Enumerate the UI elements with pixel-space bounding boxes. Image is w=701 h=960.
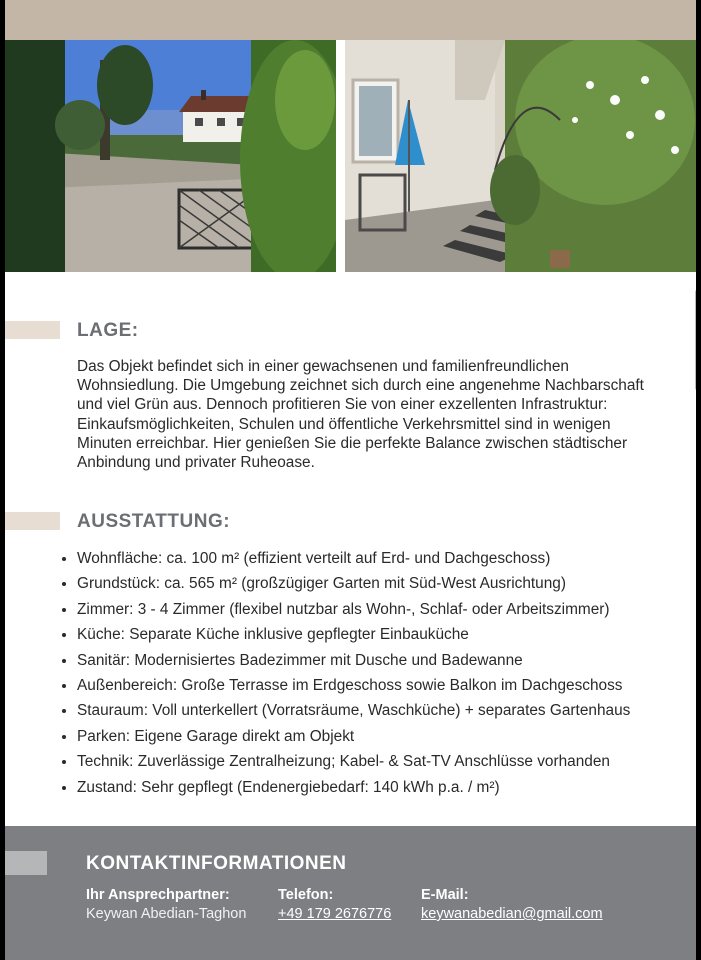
ausstattung-heading: AUSSTATTUNG: xyxy=(77,511,231,532)
street-house-photo xyxy=(5,40,336,272)
email-link[interactable]: keywanabedian@gmail.com xyxy=(421,906,603,922)
ausstattung-accent-bar xyxy=(5,512,60,530)
top-color-band xyxy=(5,0,696,40)
scrollbar[interactable] xyxy=(695,290,696,390)
contact-heading: KONTAKTINFORMATIONEN xyxy=(86,853,347,874)
lage-description: Das Objekt befindet sich in einer gewachsenen und familienfreundlichen Wohnsiedlung. Die Umgebung zeichnet sich durch eine angenehme Nachbarschaft und viel Grün aus. Dennoch profitieren Sie von einer exzellenten Infrastruktur: Einkaufsmöglichkeiten, Schulen und öffentliche Verkehrsmittel sind in wenigen Minuten erreichbar. Hier genießen Sie die perfekte Balance zwischen städtischer Anbindung und privater Ruheoase. xyxy=(77,358,644,472)
list-item: • Technik: Zuverlässige Zentralheizung; Kabel- & Sat-TV Anschlüsse vorhanden xyxy=(77,749,696,774)
phone-label: Telefon: xyxy=(278,887,334,903)
list-item: • Küche: Separate Küche inklusive gepflegter Einbauküche xyxy=(77,622,696,647)
list-item: • Zustand: Sehr gepflegt (Endenergiebedarf: 140 kWh p.a. / m²) xyxy=(77,775,696,800)
list-item: • Grundstück: ca. 565 m² (großzügiger Garten mit Süd-West Ausrichtung) xyxy=(77,571,696,596)
partner-name: Keywan Abedian-Taghon xyxy=(86,906,247,922)
list-item: • Außenbereich: Große Terrasse im Erdgeschoss sowie Balkon im Dachgeschoss xyxy=(77,673,696,698)
contact-section xyxy=(5,826,696,960)
lage-heading: LAGE: xyxy=(77,320,139,341)
garden-terrace-photo xyxy=(345,40,696,272)
phone-link[interactable]: +49 179 2676776 xyxy=(278,906,392,922)
list-item: • Parken: Eigene Garage direkt am Objekt xyxy=(77,724,696,749)
contact-partner xyxy=(86,886,246,924)
expose-page xyxy=(5,0,696,960)
list-item: • Stauraum: Voll unterkellert (Vorratsräume, Waschküche) + separates Gartenhaus xyxy=(77,698,696,723)
contact-accent-bar xyxy=(5,851,47,875)
list-item: • Wohnfläche: ca. 100 m² (effizient verteilt auf Erd- und Dachgeschoss) xyxy=(77,546,696,571)
email-label: E-Mail: xyxy=(421,887,469,903)
list-item: • Sanitär: Modernisiertes Badezimmer mit Dusche und Badewanne xyxy=(77,648,696,673)
lage-accent-bar xyxy=(5,321,60,339)
ausstattung-list xyxy=(57,546,696,800)
contact-phone xyxy=(278,886,391,924)
partner-label: Ihr Ansprechpartner: xyxy=(86,887,230,903)
list-item: • Zimmer: 3 - 4 Zimmer (flexibel nutzbar als Wohn-, Schlaf- oder Arbeitszimmer) xyxy=(77,597,696,622)
contact-email xyxy=(421,886,603,924)
